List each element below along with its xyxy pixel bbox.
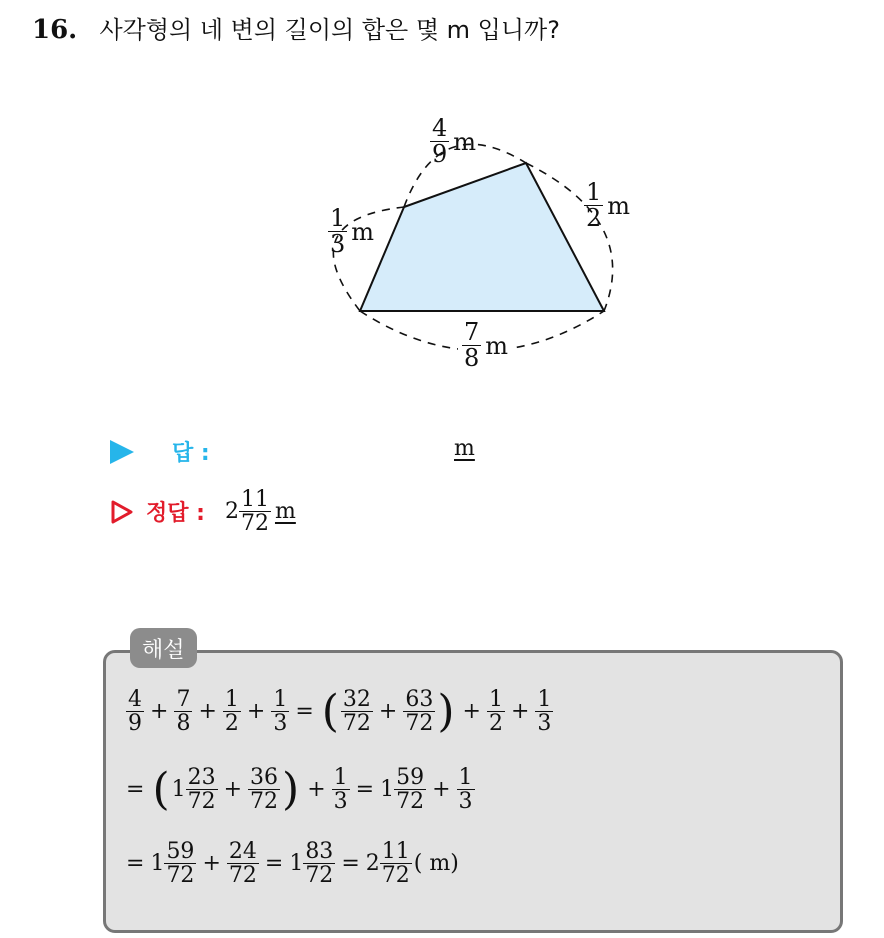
answer-row	[110, 436, 210, 467]
outline-arrow-icon	[110, 500, 134, 524]
label-right-fraction: $\frac{1}{2}$	[586, 178, 602, 233]
label-right	[584, 180, 630, 231]
play-arrow-icon	[110, 440, 134, 464]
label-right-unit: m	[607, 191, 631, 220]
quadrilateral-figure	[0, 0, 884, 400]
question-text: 사각형의 네 변의 길이의 합은 몇 m 입니까?	[99, 16, 560, 44]
correct-answer-value: 2 $\frac{11}{72}$ m	[224, 487, 296, 537]
label-bottom-fraction: $\frac{7}{8}$	[464, 318, 480, 373]
solution-line-2: = ( 1 $\frac{23}{72}$ + $\frac{36}{72}$ ) + $\frac{1}{3}$ = 1 $\frac{59}{72}$ + $\frac{1}{3}$	[126, 763, 473, 815]
correct-answer-row	[110, 488, 296, 535]
solution-title: 해설	[130, 628, 197, 668]
label-top-fraction: $\frac{4}{9}$	[432, 114, 448, 169]
solution-line-3: = 1 $\frac{59}{72}$ + $\frac{24}{72}$ = 1 $\frac{83}{72}$ = 2 $\frac{11}{72}$ ( m)	[126, 839, 459, 889]
quadrilateral-shape	[360, 163, 604, 311]
label-top	[430, 116, 476, 167]
label-bottom	[458, 320, 512, 371]
correct-answer-fraction: $\frac{11}{72}$	[240, 487, 269, 537]
correct-answer-label: 정답 :	[146, 501, 205, 527]
question-number: 16.	[32, 15, 78, 45]
answer-unit: m	[454, 436, 475, 461]
label-bottom-unit: m	[485, 331, 509, 360]
label-top-unit: m	[453, 127, 477, 156]
label-left	[328, 206, 374, 257]
label-left-fraction: $\frac{1}{3}$	[330, 204, 346, 259]
solution-line-1: $\frac{4}{9}$ + $\frac{7}{8}$ + $\frac{1}{2}$ + $\frac{1}{3}$ = ( $\frac{32}{72}$ + $\frac{63}{72}$ ) + $\frac{1}{2}$ + $\frac{1}{3}$	[128, 685, 552, 737]
answer-label: 답 :	[172, 441, 210, 466]
label-left-unit: m	[351, 217, 375, 246]
